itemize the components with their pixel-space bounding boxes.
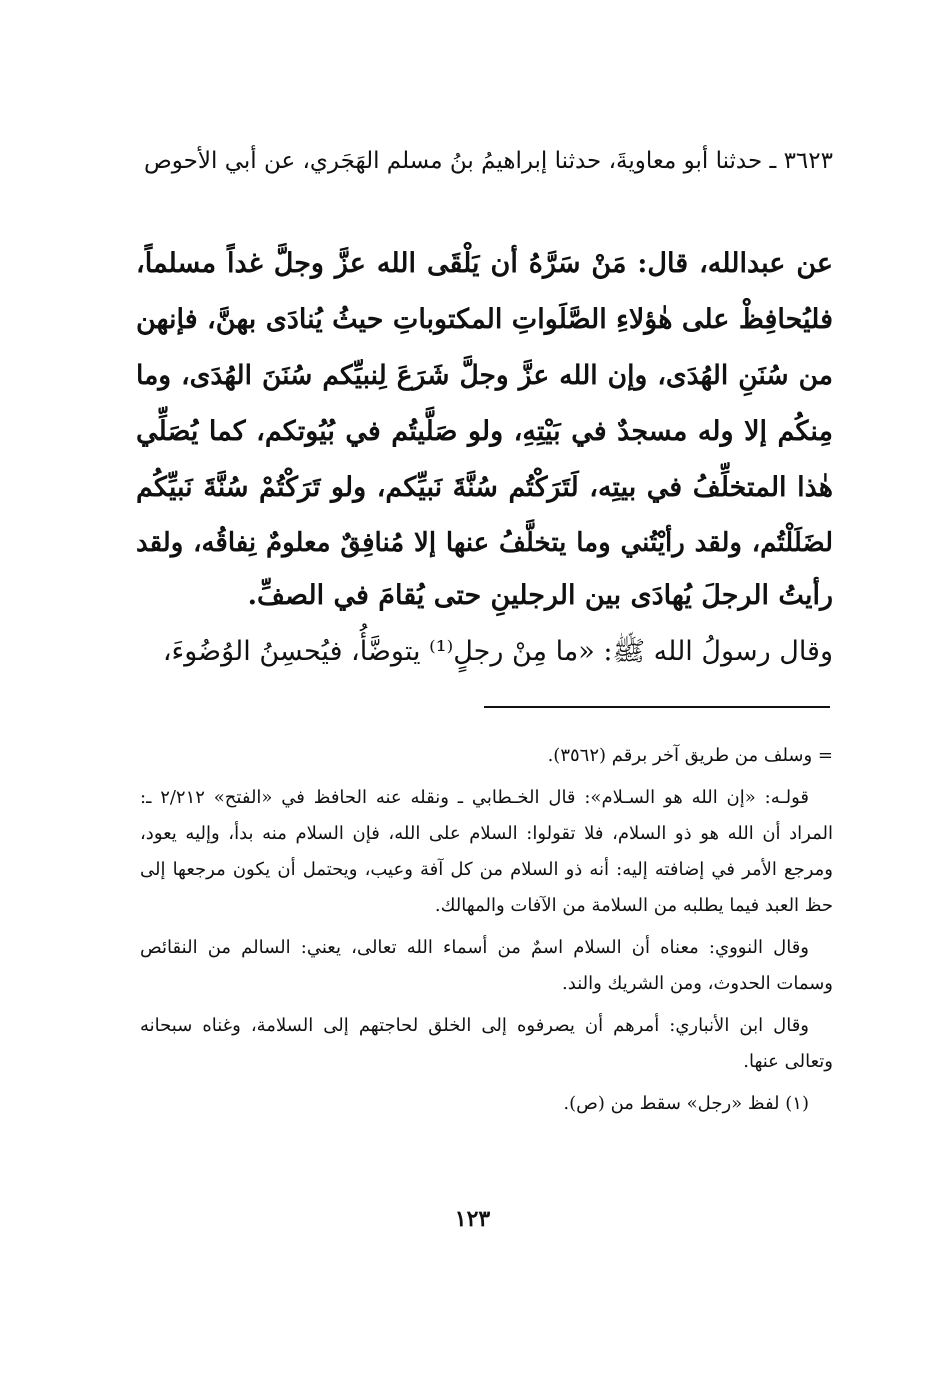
main-text-line-7: رأيتُ الرجلَ يُهادَى بين الرجلينِ حتى يُقامَ في الصفِّ. (247, 580, 833, 611)
footnote-paragraph-3: وقال ابن الأنباري: أمرهم أن يصرفوه إلى الخلق لحاجتهم إلى السلامة، وغناه سبحانه وتعالى عنها. (140, 1015, 833, 1072)
footnote-separator (484, 706, 830, 708)
page-number: ١٢٣ (454, 1206, 491, 1232)
main-text-line-3: من سُنَنِ الهُدَى، وإن الله عزَّ وجلَّ شَرَعَ لِنبيِّكم سُنَنَ الهُدَى، وما (136, 360, 833, 391)
footnote-paragraph-1: قولـه: «إن الله هو السـلام»: قال الخـطابي ـ ونقله عنه الحافظ في «الفتح» ٢/٢١٢ ـ: المراد أن الله هو ذو السلام، فلا تقولوا: السلام على الله، فإن السلام منه بدأ، وإليه يعود، ومرجع الأمر في إضافته إليه: أنه ذو السلام من كل آفة وعيب، ويحتمل أن يكون مرجعها إلى حظ العبد فيما يطلبه من السلامة من الآفات والمهالك. (140, 787, 833, 916)
footnote-continuation: = وسلف من طريق آخر برقم (٣٥٦٢). (547, 745, 833, 766)
main-text-line-6: لضَلَلْتُم، ولقد رأيْتُني وما يتخلَّفُ عنها إلا مُنافِقٌ معلومٌ نِفاقُه، ولقد (136, 528, 833, 558)
main-text-line-2: فليُحافِظْ على هٰؤلاءِ الصَّلَواتِ المكتوباتِ حيثُ يُنادَى بهنَّ، فإنهن (136, 304, 833, 335)
main-text-line-1: عن عبدالله، قال: مَنْ سَرَّهُ أن يَلْقَى الله عزَّ وجلَّ غداً مسلماً، (136, 248, 833, 279)
hadith-chain (136, 138, 833, 185)
footnotes (140, 738, 833, 1128)
main-text-line-4: مِنكُم إلا وله مسجدٌ في بَيْتِهِ، ولو صَلَّيتُم في بُيُوتكم، كما يُصَلِّي (136, 416, 833, 447)
footnote-1: (١) لفظ «رجل» سقط من (ص). (563, 1093, 809, 1114)
main-text-line-5: هٰذا المتخلِّفُ في بيتِه، لَتَرَكْتُم سُنَّةَ نَبيِّكم، ولو تَرَكْتُمْ سُنَّةَ نَبيِّكُم (136, 472, 834, 503)
hadith-chain-text: ٣٦٢٣ ـ حدثنا أبو معاويةَ، حدثنا إبراهيمُ بنُ مسلم الهَجَري، عن أبي الأحوص (143, 148, 833, 174)
main-text-line-8: وقال رسولُ الله ﷺ: «ما مِنْ رجلٍ⁽¹⁾ يتوضَّأُ، فيُحسِنُ الوُضُوءَ، (162, 636, 833, 667)
footnote-paragraph-2: وقال النووي: معناه أن السلام اسمٌ من أسماء الله تعالى، يعني: السالم من النقائص وسمات الحدوث، ومن الشريك والند. (140, 937, 833, 994)
